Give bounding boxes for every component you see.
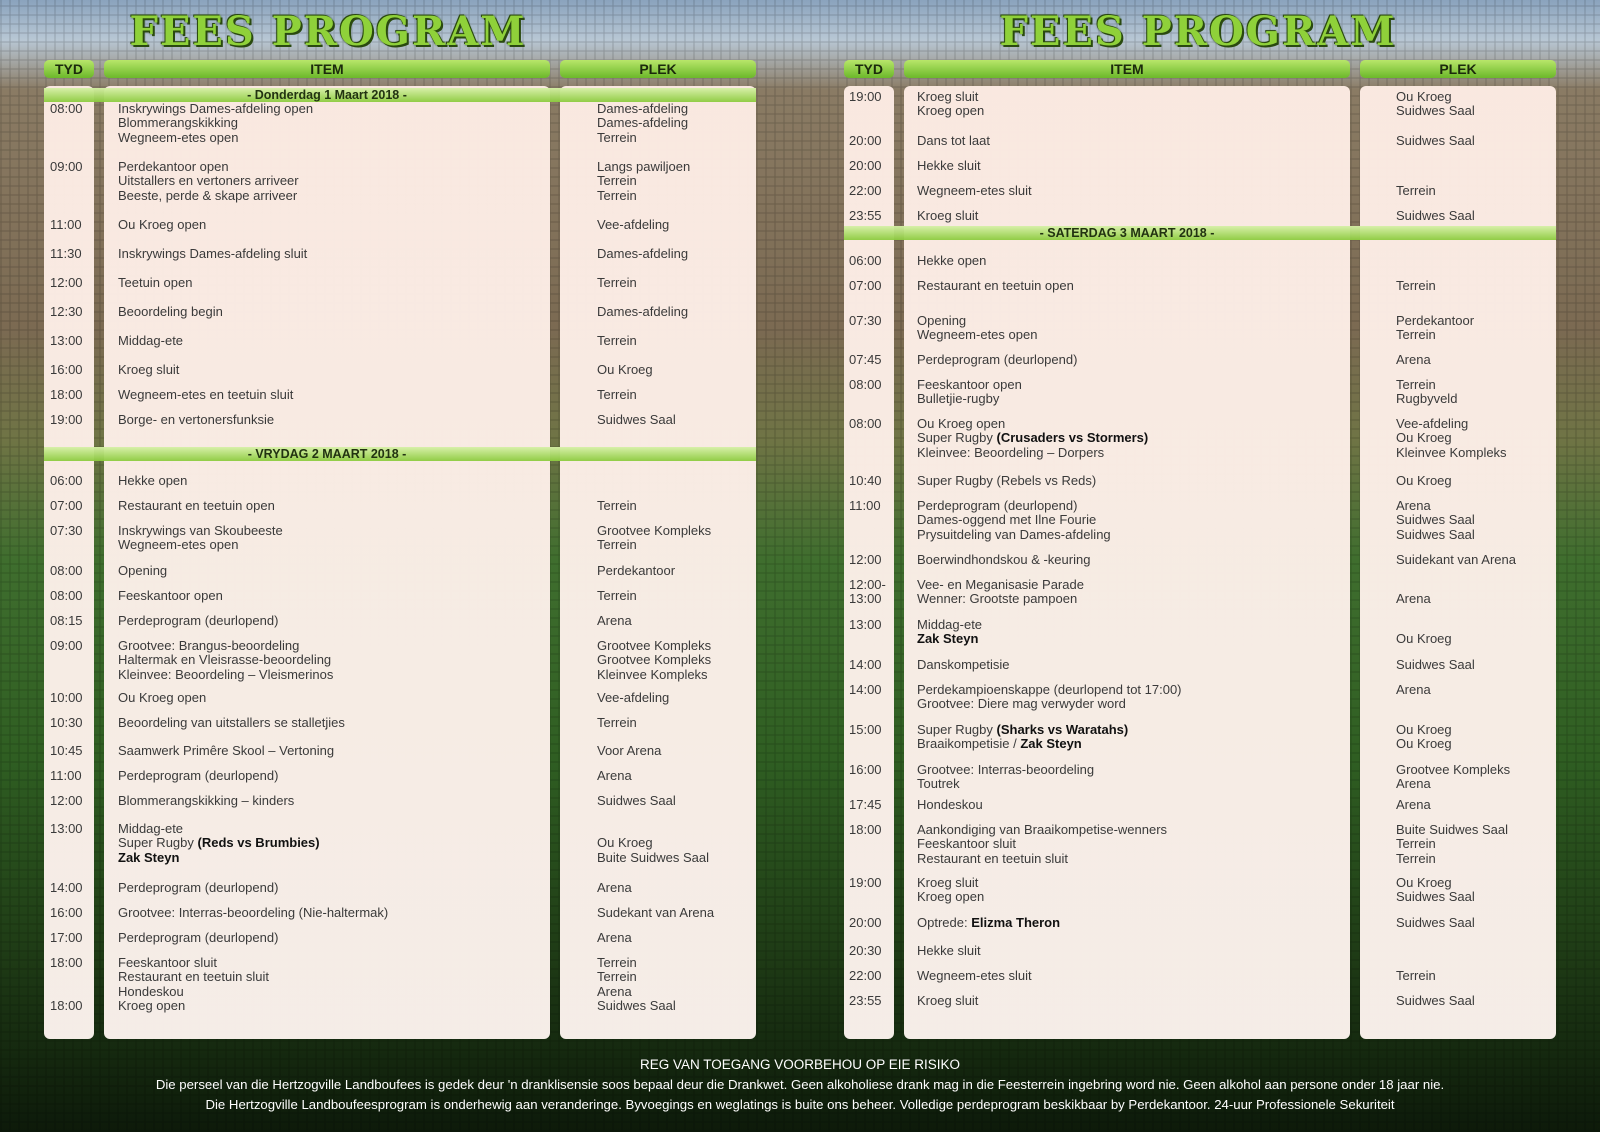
item-cell: Middag-ete xyxy=(118,333,184,348)
place-cell: Suidwes Saal xyxy=(1396,993,1475,1008)
notice-heading: REG VAN TOEGANG VOORBEHOU OP EIE RISIKO xyxy=(639,1057,961,1072)
item-cell: Hondeskou xyxy=(118,983,184,999)
place-cell: Arena xyxy=(597,930,632,945)
time-cell: 18:00 xyxy=(50,955,83,970)
time-cell: 18:00 xyxy=(849,822,882,837)
time-cell: 12:00- xyxy=(849,577,886,592)
place-cell: Arena xyxy=(1396,682,1431,697)
item-cell: Hekke open xyxy=(118,473,188,488)
time-cell: 17:00 xyxy=(50,930,83,945)
place-cell: Ou Kroeg xyxy=(1396,473,1452,488)
place-cell: Kleinvee Kompleks xyxy=(597,666,708,682)
place-cell: Dames-afdeling xyxy=(597,101,689,116)
item-cell: Ou Kroeg open xyxy=(118,690,207,705)
item-cell: Restaurant en teetuin sluit xyxy=(118,969,270,985)
place-cell: Grootvee Kompleks xyxy=(597,638,712,653)
time-cell: 13:00 xyxy=(50,821,83,836)
time-cell: 10:30 xyxy=(50,715,83,730)
item-cell: Super Rugby (Crusaders vs Stormers) xyxy=(917,430,1149,446)
item-cell: Perdeprogram (deurlopend) xyxy=(118,768,279,783)
place-cell: Terrein xyxy=(597,333,637,348)
time-cell: 08:00 xyxy=(50,563,83,578)
time-cell: 16:00 xyxy=(849,762,882,777)
place-cell: Arena xyxy=(597,613,632,628)
right-header-tyd: TYD xyxy=(844,60,894,78)
left-header-plek: PLEK xyxy=(560,60,756,78)
item-cell: Zak Steyn xyxy=(118,849,180,865)
item-cell: Braaikompetisie / Zak Steyn xyxy=(917,736,1082,752)
place-cell: Suidwes Saal xyxy=(597,997,676,1013)
item-cell: Dans tot laat xyxy=(917,133,990,148)
item-cell: Super Rugby (Rebels vs Reds) xyxy=(917,473,1097,488)
item-cell: Restaurant en teetuin sluit xyxy=(917,850,1069,866)
time-cell: 12:00 xyxy=(50,275,83,290)
time-cell: 09:00 xyxy=(50,159,83,174)
item-cell: Wenner: Grootste pampoen xyxy=(917,591,1078,607)
item-cell: Saamwerk Primêre Skool – Vertoning xyxy=(118,743,335,758)
item-cell: Danskompetisie xyxy=(917,657,1010,672)
place-cell: Terrein xyxy=(597,969,637,985)
time-cell: 20:30 xyxy=(849,943,882,958)
time-cell: 07:30 xyxy=(849,313,882,328)
right-header-plek: PLEK xyxy=(1360,60,1556,78)
place-cell: Perdekantoor xyxy=(597,563,676,578)
item-cell: Boerwindhondskou & -keuring xyxy=(917,552,1091,567)
place-cell: Ou Kroeg xyxy=(1396,722,1452,737)
time-cell: 12:30 xyxy=(50,304,83,319)
time-cell: 06:00 xyxy=(50,473,83,488)
item-cell: Vee- en Meganisasie Parade xyxy=(917,577,1084,592)
item-cell: Inskrywings van Skoubeeste xyxy=(118,523,283,538)
time-cell: 10:00 xyxy=(50,690,83,705)
place-cell: Kleinvee Kompleks xyxy=(1396,444,1507,460)
left-header-item: ITEM xyxy=(104,60,550,78)
item-cell: Hekke sluit xyxy=(917,943,981,958)
time-cell: 14:00 xyxy=(849,657,882,672)
notice-line-1: Die perseel van die Hertzogville Landboufees is gedek deur 'n dranklisensie soos bepaal deur die Drankwet. Geen alkoholiese drank mag in die Feesterrein ingebring word nie. Geen alkohol aan persone onder 18 jaar nie. xyxy=(155,1077,1445,1092)
item-cell: Opening xyxy=(118,563,168,578)
item-cell: Kroeg sluit xyxy=(917,875,979,890)
place-cell: Arena xyxy=(1396,352,1431,367)
time-cell: 10:40 xyxy=(849,473,882,488)
item-cell: Feeskantoor sluit xyxy=(118,955,217,970)
place-cell: Vee-afdeling xyxy=(597,217,670,232)
item-cell: Kleinvee: Beoordeling – Dorpers xyxy=(917,444,1105,460)
day-title-thursday: - Donderdag 1 Maart 2018 - xyxy=(247,88,407,102)
item-cell: Perdeprogram (deurlopend) xyxy=(917,498,1078,513)
place-cell: Terrein xyxy=(597,275,637,290)
item-cell: Perdeprogram (deurlopend) xyxy=(917,352,1078,367)
item-cell: Perdekantoor open xyxy=(118,159,229,174)
item-cell: Kroeg sluit xyxy=(917,993,979,1008)
time-cell: 20:00 xyxy=(849,915,882,930)
item-cell: Haltermak en Vleisrasse-beoordeling xyxy=(118,652,332,668)
time-cell: 20:00 xyxy=(849,133,882,148)
item-cell: Kroeg sluit xyxy=(917,208,979,223)
place-cell: Arena xyxy=(1396,776,1431,792)
place-cell: Suidwes Saal xyxy=(1396,208,1475,223)
place-cell: Terrein xyxy=(1396,836,1436,852)
place-cell: Terrein xyxy=(1396,377,1436,392)
time-cell: 23:55 xyxy=(849,993,882,1008)
item-cell: Optrede: Elizma Theron xyxy=(917,915,1061,930)
item-cell: Perdeprogram (deurlopend) xyxy=(118,613,279,628)
place-cell: Dames-afdeling xyxy=(597,246,689,261)
time-cell: 11:30 xyxy=(50,246,82,261)
place-cell: Arena xyxy=(597,880,632,895)
place-cell: Terrein xyxy=(1396,968,1436,983)
time-cell: 17:45 xyxy=(849,797,882,812)
item-cell: Hekke sluit xyxy=(917,158,981,173)
time-cell: 08:15 xyxy=(50,613,83,628)
item-cell: Feeskantoor open xyxy=(118,588,223,603)
item-cell: Wegneem-etes sluit xyxy=(917,183,1032,198)
time-cell: 08:00 xyxy=(849,377,882,392)
item-cell: Perdekampioenskappe (deurlopend tot 17:00) xyxy=(917,682,1182,697)
place-cell: Arena xyxy=(597,768,632,783)
item-cell: Hekke open xyxy=(917,253,987,268)
time-cell: 19:00 xyxy=(50,412,83,427)
item-cell: Hondeskou xyxy=(917,797,983,812)
item-cell: Opening xyxy=(917,313,967,328)
place-cell: Grootvee Kompleks xyxy=(1396,762,1511,777)
time-cell: 08:00 xyxy=(50,101,83,116)
place-cell: Terrein xyxy=(1396,327,1436,343)
place-cell: Ou Kroeg xyxy=(1396,875,1452,890)
place-cell: Suidwes Saal xyxy=(597,793,676,808)
item-cell: Restaurant en teetuin open xyxy=(917,278,1074,293)
place-cell: Grootvee Kompleks xyxy=(597,523,712,538)
place-cell: Rugbyveld xyxy=(1396,391,1458,407)
place-cell: Voor Arena xyxy=(597,743,662,758)
place-cell: Terrein xyxy=(597,588,637,603)
place-cell: Suidwes Saal xyxy=(1396,889,1475,905)
time-cell: 18:00 xyxy=(50,387,83,402)
place-cell: Langs pawiljoen xyxy=(597,159,691,174)
time-cell: 08:00 xyxy=(50,588,83,603)
time-cell: 07:45 xyxy=(849,352,882,367)
place-cell: Perdekantoor xyxy=(1396,313,1475,328)
item-cell: Grootvee: Brangus-beoordeling xyxy=(118,638,300,653)
day-title-saturday: - SATERDAG 3 MAART 2018 - xyxy=(1039,226,1215,240)
item-cell: Feeskantoor open xyxy=(917,377,1022,392)
item-cell: Super Rugby (Reds vs Brumbies) xyxy=(118,835,320,851)
place-cell: Terrein xyxy=(597,129,637,145)
place-cell: Terrein xyxy=(597,715,637,730)
item-cell: Wegneem-etes open xyxy=(917,327,1038,343)
place-cell: Vee-afdeling xyxy=(597,690,670,705)
item-cell: Prysuitdeling van Dames-afdeling xyxy=(917,526,1111,542)
time-cell: 11:00 xyxy=(50,217,82,232)
place-cell: Terrein xyxy=(1396,278,1436,293)
left-header-tyd: TYD xyxy=(44,60,94,78)
place-cell: Dames-afdeling xyxy=(597,115,689,131)
item-cell: Wegneem-etes open xyxy=(118,537,239,553)
item-cell: Kroeg open xyxy=(917,103,985,119)
place-cell: Ou Kroeg xyxy=(1396,89,1452,104)
time-cell: 16:00 xyxy=(50,362,83,377)
day-title-friday: - VRYDAG 2 MAART 2018 - xyxy=(247,447,407,461)
place-cell: Arena xyxy=(597,983,632,999)
item-cell: Dames-oggend met Ilne Fourie xyxy=(917,512,1097,528)
time-cell: 12:00 xyxy=(849,552,882,567)
item-cell: Inskrywings Dames-afdeling open xyxy=(118,101,314,116)
place-cell: Arena xyxy=(1396,591,1431,607)
time-cell: 14:00 xyxy=(50,880,83,895)
item-cell: Grootvee: Interras-beoordeling xyxy=(917,762,1095,777)
item-cell: Teetuin open xyxy=(118,275,193,290)
time-cell: 07:00 xyxy=(849,278,882,293)
time-cell: 07:00 xyxy=(50,498,83,513)
place-cell: Terrein xyxy=(597,387,637,402)
place-cell: Suidwes Saal xyxy=(1396,915,1475,930)
place-cell: Suidwes Saal xyxy=(1396,657,1475,672)
time-cell: 20:00 xyxy=(849,158,882,173)
item-cell: Kroeg open xyxy=(917,889,985,905)
place-cell: Dames-afdeling xyxy=(597,304,689,319)
place-cell: Ou Kroeg xyxy=(597,362,653,377)
place-cell: Terrein xyxy=(597,955,637,970)
item-cell: Kroeg open xyxy=(118,997,186,1013)
item-cell: Kleinvee: Beoordeling – Vleismerinos xyxy=(118,666,334,682)
item-cell: Aankondiging van Braaikompetise-wenners xyxy=(917,822,1168,837)
time-cell: 09:00 xyxy=(50,638,83,653)
place-cell: Ou Kroeg xyxy=(1396,736,1452,752)
time-cell: 06:00 xyxy=(849,253,882,268)
place-cell: Terrein xyxy=(597,187,637,203)
place-cell: Buite Suidwes Saal xyxy=(597,849,710,865)
time-cell: 11:00 xyxy=(50,768,82,783)
item-cell: Beeste, perde & skape arriveer xyxy=(118,187,298,203)
item-cell: Uitstallers en vertoners arriveer xyxy=(118,173,299,189)
place-cell: Terrein xyxy=(597,173,637,189)
time-cell: 23:55 xyxy=(849,208,882,223)
item-cell: Super Rugby (Sharks vs Waratahs) xyxy=(917,722,1129,737)
time-cell: 22:00 xyxy=(849,968,882,983)
item-cell: Kroeg sluit xyxy=(917,89,979,104)
place-cell: Suidwes Saal xyxy=(1396,526,1475,542)
item-cell: Wegneem-etes sluit xyxy=(917,968,1032,983)
time-cell: 19:00 xyxy=(849,875,882,890)
time-cell: 08:00 xyxy=(849,416,882,431)
time-cell: 07:30 xyxy=(50,523,83,538)
item-cell: Perdeprogram (deurlopend) xyxy=(118,930,279,945)
item-cell: Grootvee: Diere mag verwyder word xyxy=(917,696,1126,712)
item-cell: Beoordeling van uitstallers se stalletjies xyxy=(118,715,345,730)
item-cell: Perdeprogram (deurlopend) xyxy=(118,880,279,895)
place-cell: Terrein xyxy=(597,537,637,553)
item-cell: Middag-ete xyxy=(917,617,983,632)
time-cell: 12:00 xyxy=(50,793,83,808)
place-cell: Arena xyxy=(1396,797,1431,812)
item-cell: Restaurant en teetuin open xyxy=(118,498,275,513)
place-cell: Suidwes Saal xyxy=(597,412,676,427)
place-cell: Terrein xyxy=(1396,850,1436,866)
item-cell: Inskrywings Dames-afdeling sluit xyxy=(118,246,308,261)
item-cell: Borge- en vertonersfunksie xyxy=(118,412,275,427)
place-cell: Ou Kroeg xyxy=(1396,631,1452,647)
item-cell: Feeskantoor sluit xyxy=(917,836,1016,852)
time-cell: 13:00 xyxy=(849,617,882,632)
place-cell: Suidwes Saal xyxy=(1396,512,1475,528)
item-cell: Beoordeling begin xyxy=(118,304,223,319)
item-cell: Wegneem-etes en teetuin sluit xyxy=(118,387,294,402)
time-cell: 16:00 xyxy=(50,905,83,920)
item-cell: Kroeg sluit xyxy=(118,362,180,377)
place-cell: Sudekant van Arena xyxy=(597,905,715,920)
time-cell: 13:00 xyxy=(849,591,882,607)
time-cell: 14:00 xyxy=(849,682,882,697)
right-title: FEES PROGRAM xyxy=(999,8,1397,55)
place-cell: Ou Kroeg xyxy=(1396,430,1452,446)
place-cell: Arena xyxy=(1396,498,1431,513)
time-cell: 15:00 xyxy=(849,722,882,737)
place-cell: Vee-afdeling xyxy=(1396,416,1469,431)
time-cell: 13:00 xyxy=(50,333,83,348)
time-cell: 10:45 xyxy=(50,743,83,758)
item-cell: Bulletjie-rugby xyxy=(917,391,1000,407)
place-cell: Grootvee Kompleks xyxy=(597,652,712,668)
item-cell: Middag-ete xyxy=(118,821,184,836)
place-cell: Terrein xyxy=(1396,183,1436,198)
item-cell: Wegneem-etes open xyxy=(118,129,239,145)
item-cell: Ou Kroeg open xyxy=(917,416,1006,431)
notice-line-2: Die Hertzogville Landboufeesprogram is onderhewig aan veranderinge. Byvoegings en weglatings is buite ons beheer. Volledige perdeprogram beskikbaar by Perdekantoor. 24-uur Professionele Sekuriteit xyxy=(205,1097,1395,1112)
item-cell: Blommerangskikking – kinders xyxy=(118,793,295,808)
place-cell: Terrein xyxy=(597,498,637,513)
place-cell: Ou Kroeg xyxy=(597,835,653,851)
time-cell: 19:00 xyxy=(849,89,882,104)
place-cell: Suidwes Saal xyxy=(1396,133,1475,148)
time-cell: 18:00 xyxy=(50,997,83,1013)
item-cell: Toutrek xyxy=(917,776,960,792)
item-cell: Grootvee: Interras-beoordeling (Nie-haltermak) xyxy=(118,905,389,920)
item-cell: Blommerangskikking xyxy=(118,115,238,131)
left-title: FEES PROGRAM xyxy=(129,8,527,55)
place-cell: Suidwes Saal xyxy=(1396,103,1475,119)
item-cell: Zak Steyn xyxy=(917,631,979,647)
place-cell: Suidekant van Arena xyxy=(1396,552,1516,567)
time-cell: 11:00 xyxy=(849,498,881,513)
right-header-item: ITEM xyxy=(904,60,1350,78)
item-cell: Ou Kroeg open xyxy=(118,217,207,232)
time-cell: 22:00 xyxy=(849,183,882,198)
place-cell: Buite Suidwes Saal xyxy=(1396,822,1509,837)
